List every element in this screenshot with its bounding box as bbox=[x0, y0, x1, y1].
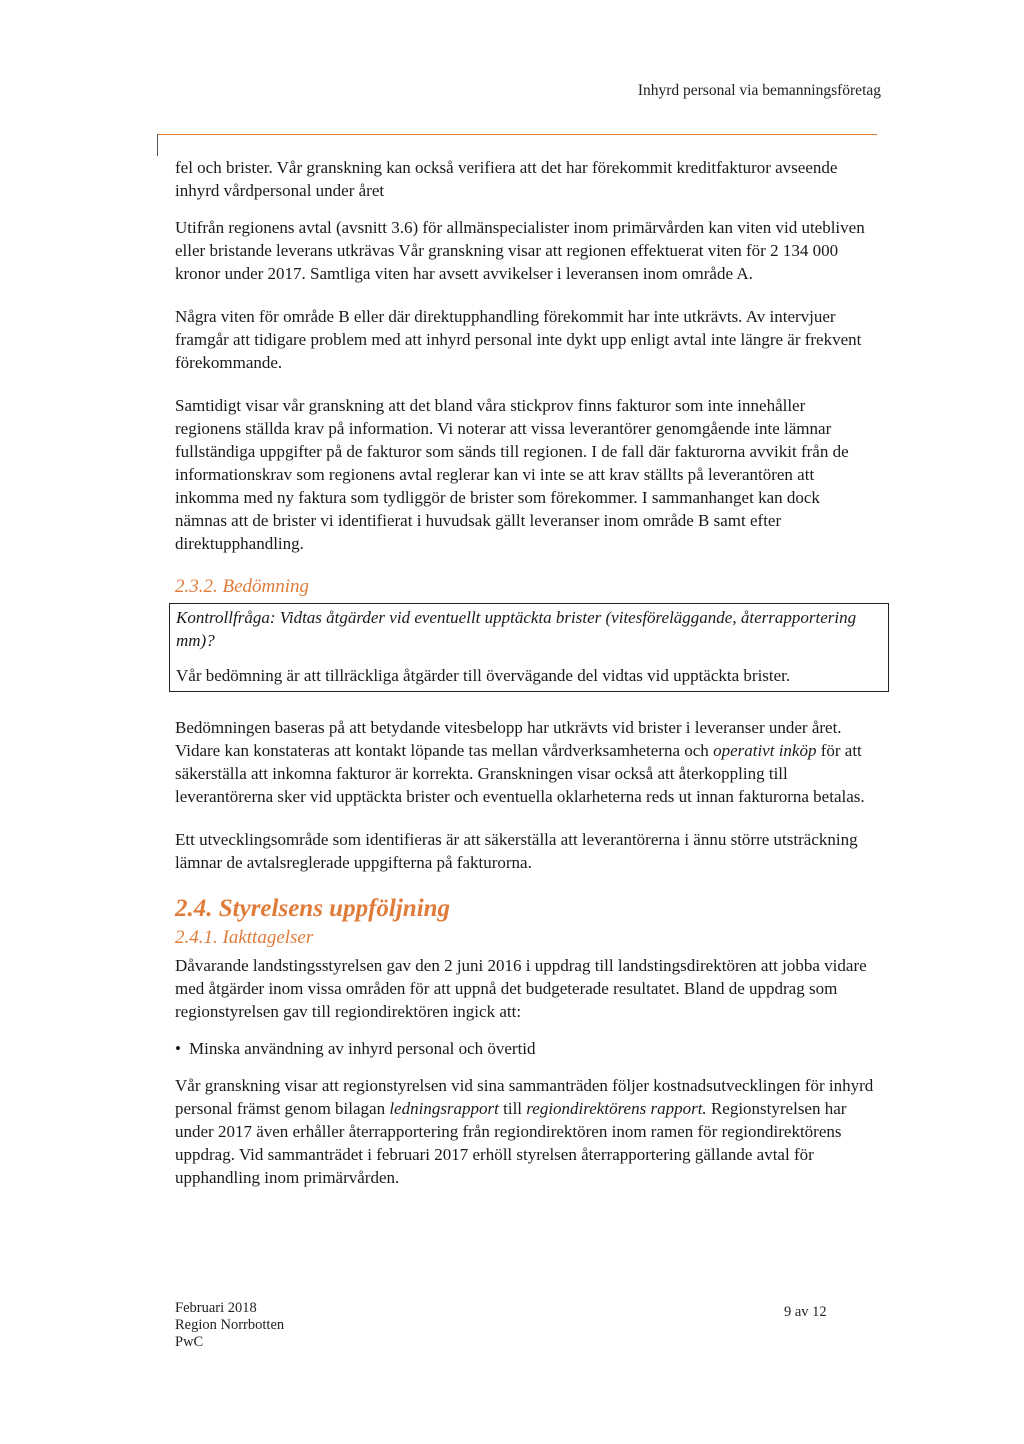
paragraph: Dåvarande landstingsstyrelsen gav den 2 juni 2016 i uppdrag till landstingsdirektören att jobba vidare med åtgärder inom vissa områden för att uppnå det budgeterade resultatet. Bland de uppdrag som regionstyrelsen gav till regiondirektören ingick att: bbox=[175, 956, 867, 1021]
bullet-item bbox=[175, 1037, 875, 1060]
section-heading-2-3-2: 2.3.2. Bedömning bbox=[175, 576, 310, 597]
control-question-box bbox=[169, 603, 889, 692]
paragraph: Bedömningen baseras på att betydande vitesbelopp har utkrävts vid brister i leveranser under året. Vidare kan konstateras att kontakt löpande tas mellan vårdverksamheterna och operativt inköp för att säkerställa att inkomna fakturor är korrekta. Granskningen visar också att återkoppling till leverantörerna sker vid upptäckta brister och eventuella oklarheterna reds ut innan fakturorna betalas. bbox=[175, 718, 865, 806]
paragraph: Vår granskning visar att regionstyrelsen vid sina sammanträden följer kostnadsutvecklingen för inhyrd personal främst genom bilagan ledningsrapport till regiondirektörens rapport. Regionstyrelsen har under 2017 även erhåller återrapportering från regiondirektören inom ramen för regiondirektörens uppdrag. Vid sammanträdet i februari 2017 erhöll styrelsen återrapportering gällande avtal för upphandling inom primärvården. bbox=[175, 1076, 874, 1187]
emphasis-text: ledningsrapport bbox=[389, 1099, 499, 1118]
control-question: Kontrollfråga: Vidtas åtgärder vid eventuellt upptäckta brister (vitesföreläggande, återrapportering mm)? bbox=[176, 608, 857, 650]
paragraph: Ett utvecklingsområde som identifieras är att säkerställa att leverantörerna i ännu större utsträckning lämnar de avtalsreglerade uppgifterna på fakturorna. bbox=[175, 830, 858, 872]
page-number: 9 av 12 bbox=[784, 1304, 827, 1320]
emphasis-text: regiondirektörens rapport. bbox=[526, 1099, 707, 1118]
header-rule bbox=[157, 134, 877, 135]
paragraph: Samtidigt visar vår granskning att det bland våra stickprov finns fakturor som inte innehåller regionens ställda krav på information. Vi noterar att vissa leverantörer genomgående inte lämnar fullständiga uppgifter på de fakturor som sänds till regionen. I de fall där fakturorna avvikit från de informationskrav som regionens avtal reglerar kan vi inte se att krav ställts på leverantören att inkomma med ny faktura som tydliggör de brister som förekommer. I sammanhanget kan dock nämnas att de brister vi identifierat i huvudsak gällt leveranser inom område B samt efter direktupphandling. bbox=[175, 396, 849, 553]
bullet-text: Minska användning av inhyrd personal och övertid bbox=[189, 1039, 536, 1058]
page-body bbox=[175, 156, 875, 1209]
footer-org: Region Norrbotten bbox=[175, 1317, 285, 1333]
footer-firm: PwC bbox=[175, 1334, 204, 1350]
emphasis-text: operativt inköp bbox=[713, 741, 817, 760]
footer-info bbox=[175, 1300, 284, 1351]
section-heading-2-4-1: 2.4.1. Iakttagelser bbox=[175, 927, 314, 948]
bullet-dot-icon: • bbox=[175, 1039, 181, 1058]
running-header: Inhyrd personal via bemanningsföretag bbox=[637, 82, 881, 99]
control-answer: Vår bedömning är att tillräckliga åtgärder till övervägande del vidtas vid upptäckta brister. bbox=[176, 666, 791, 685]
paragraph: Utifrån regionens avtal (avsnitt 3.6) för allmänspecialister inom primärvården kan viten vid utebliven eller bristande leverans utkrävas Vår granskning visar att regionen effektuerat viten för 2 134 000 kronor under 2017. Samtliga viten har avsett avvikelser i leveransen inom område A. bbox=[175, 218, 865, 283]
footer-date: Februari 2018 bbox=[175, 1300, 257, 1316]
header-rule-tick bbox=[157, 134, 158, 156]
paragraph: Några viten för område B eller där direktupphandling förekommit har inte utkrävts. Av intervjuer framgår att tidigare problem med att inhyrd personal inte dykt upp enligt avtal inte längre är frekvent förekommande. bbox=[175, 307, 862, 372]
paragraph: fel och brister. Vår granskning kan också verifiera att det har förekommit kreditfakturor avseende inhyrd vårdpersonal under året bbox=[175, 158, 838, 200]
section-heading-2-4: 2.4. Styrelsens uppföljning bbox=[175, 895, 451, 922]
